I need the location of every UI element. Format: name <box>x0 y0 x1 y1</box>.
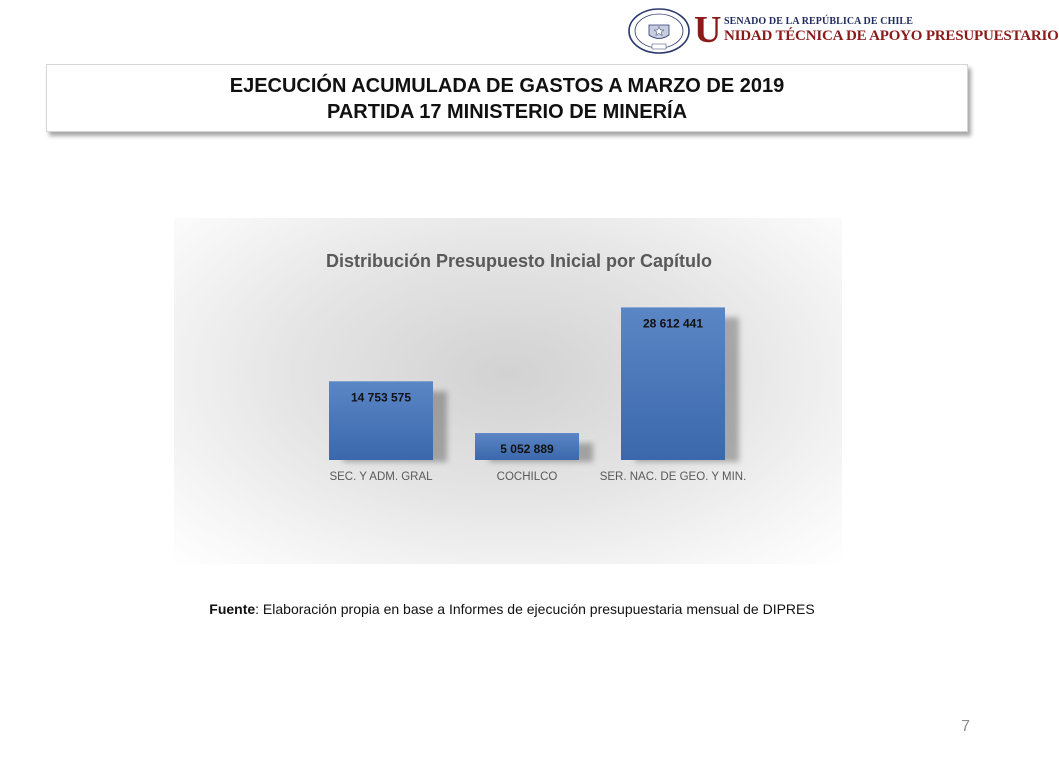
source-text: : Elaboración propia en base a Informes de ejecución presupuestaria mensual de DIPRES <box>255 601 815 617</box>
title-box <box>46 64 968 132</box>
category-label-0: SEC. Y ADM. GRAL <box>329 471 433 483</box>
bar-value-label-1: 5 052 889 <box>500 442 554 457</box>
senate-seal-icon <box>628 8 690 54</box>
chart-title: Distribución Presupuesto Inicial por Capítulo <box>325 251 713 271</box>
bar-value-label-0: 14 753 575 <box>350 390 412 405</box>
logo-senate-name: SENADO DE LA REPÚBLICA DE CHILE <box>724 16 913 27</box>
bar-chart <box>174 218 842 564</box>
source-label: Fuente <box>209 601 256 617</box>
chart-svg <box>174 218 842 564</box>
page-title: EJECUCIÓN ACUMULADA DE GASTOS A MARZO DE 2019 <box>229 75 785 97</box>
page-number: 7 <box>961 718 970 735</box>
source-note <box>0 601 1024 617</box>
logo-unit-name: NIDAD TÉCNICA DE APOYO PRESUPUESTARIO <box>724 28 1059 44</box>
category-label-1: COCHILCO <box>496 471 558 483</box>
bar-value-label-2: 28 612 441 <box>642 316 704 331</box>
logo-letter: U <box>694 9 722 51</box>
senate-logo <box>628 8 1059 56</box>
category-label-2: SER. NAC. DE GEO. Y MIN. <box>599 471 747 483</box>
page-subtitle: PARTIDA 17 MINISTERIO DE MINERÍA <box>326 101 688 123</box>
